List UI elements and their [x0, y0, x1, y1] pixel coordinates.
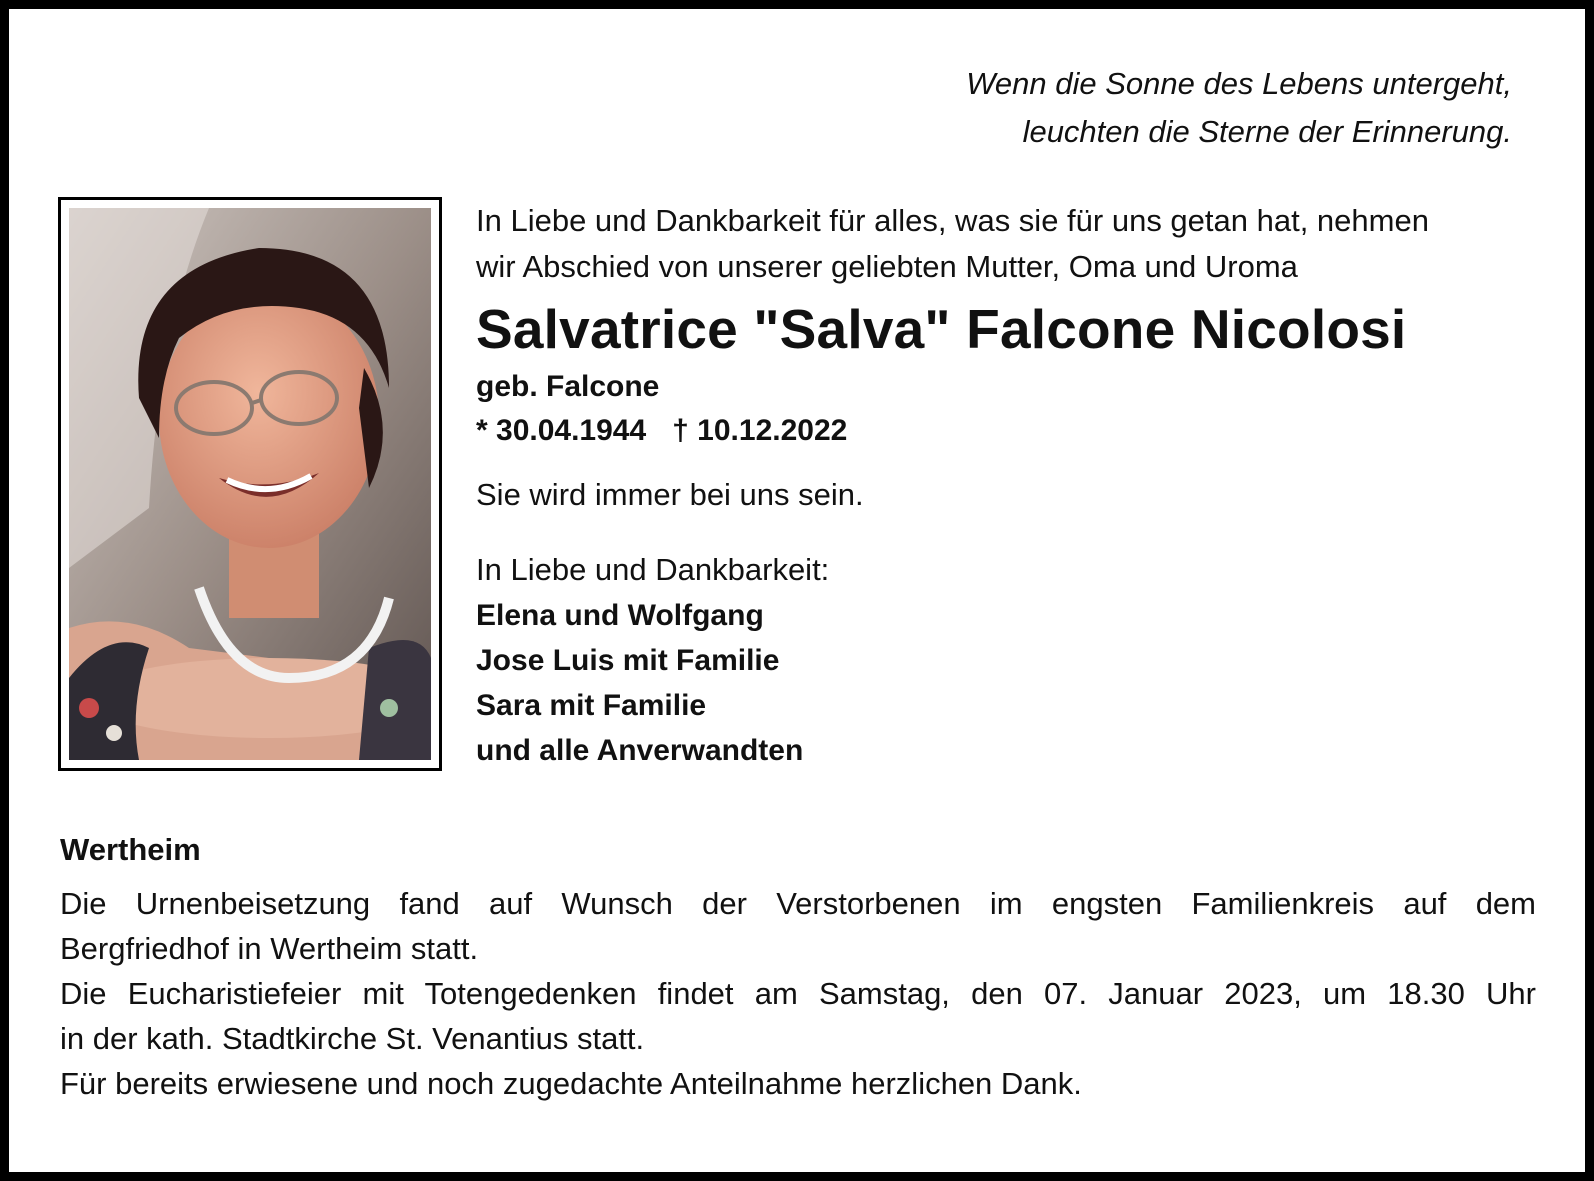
- notice-line: Bergfriedhof in Wertheim statt.: [60, 931, 479, 966]
- intro-line: In Liebe und Dankbarkeit für alles, was sie für uns getan hat, nehmen: [476, 203, 1429, 238]
- notice-line: Die Urnenbeisetzung fand auf Wunsch der Verstorbenen im engsten Familienkreis auf dem: [60, 886, 1536, 921]
- motto-line: Wenn die Sonne des Lebens untergeht,: [966, 66, 1512, 101]
- life-dates: [476, 407, 1536, 455]
- birth-date: * 30.04.1944: [476, 414, 647, 447]
- portrait-frame: [58, 197, 442, 771]
- mourner: und alle Anverwandten: [476, 734, 804, 767]
- notice-line: Für bereits erwiesene und noch zugedachte Anteilnahme herzlichen Dank.: [60, 1066, 1082, 1101]
- mourner: Sara mit Familie: [476, 689, 707, 722]
- mourners-list: [476, 593, 1536, 773]
- portrait-photo: [69, 208, 431, 760]
- funeral-notice: [60, 881, 1536, 1106]
- notice-line: in der kath. Stadtkirche St. Venantius statt.: [60, 1021, 645, 1056]
- mourner: Elena und Wolfgang: [476, 599, 764, 632]
- intro-line: wir Abschied von unserer geliebten Mutter, Oma und Uroma: [476, 249, 1298, 284]
- place-name: Wertheim: [60, 832, 201, 867]
- quote: Sie wird immer bei uns sein.: [476, 477, 864, 512]
- main-text: [476, 198, 1536, 773]
- motto-line: leuchten die Sterne der Erinnerung.: [1022, 114, 1512, 149]
- intro: [476, 198, 1536, 290]
- motto: [966, 60, 1512, 156]
- mourners-heading: In Liebe und Dankbarkeit:: [476, 552, 830, 587]
- notice-line: Die Eucharistiefeier mit Totengedenken findet am Samstag, den 07. Januar 2023, um 18.30 Uhr: [60, 976, 1536, 1011]
- birth-name: geb. Falcone: [476, 370, 660, 403]
- death-date: † 10.12.2022: [672, 414, 848, 447]
- deceased-name: Salvatrice "Salva" Falcone Nicolosi: [476, 298, 1407, 360]
- mourner: Jose Luis mit Familie: [476, 644, 780, 677]
